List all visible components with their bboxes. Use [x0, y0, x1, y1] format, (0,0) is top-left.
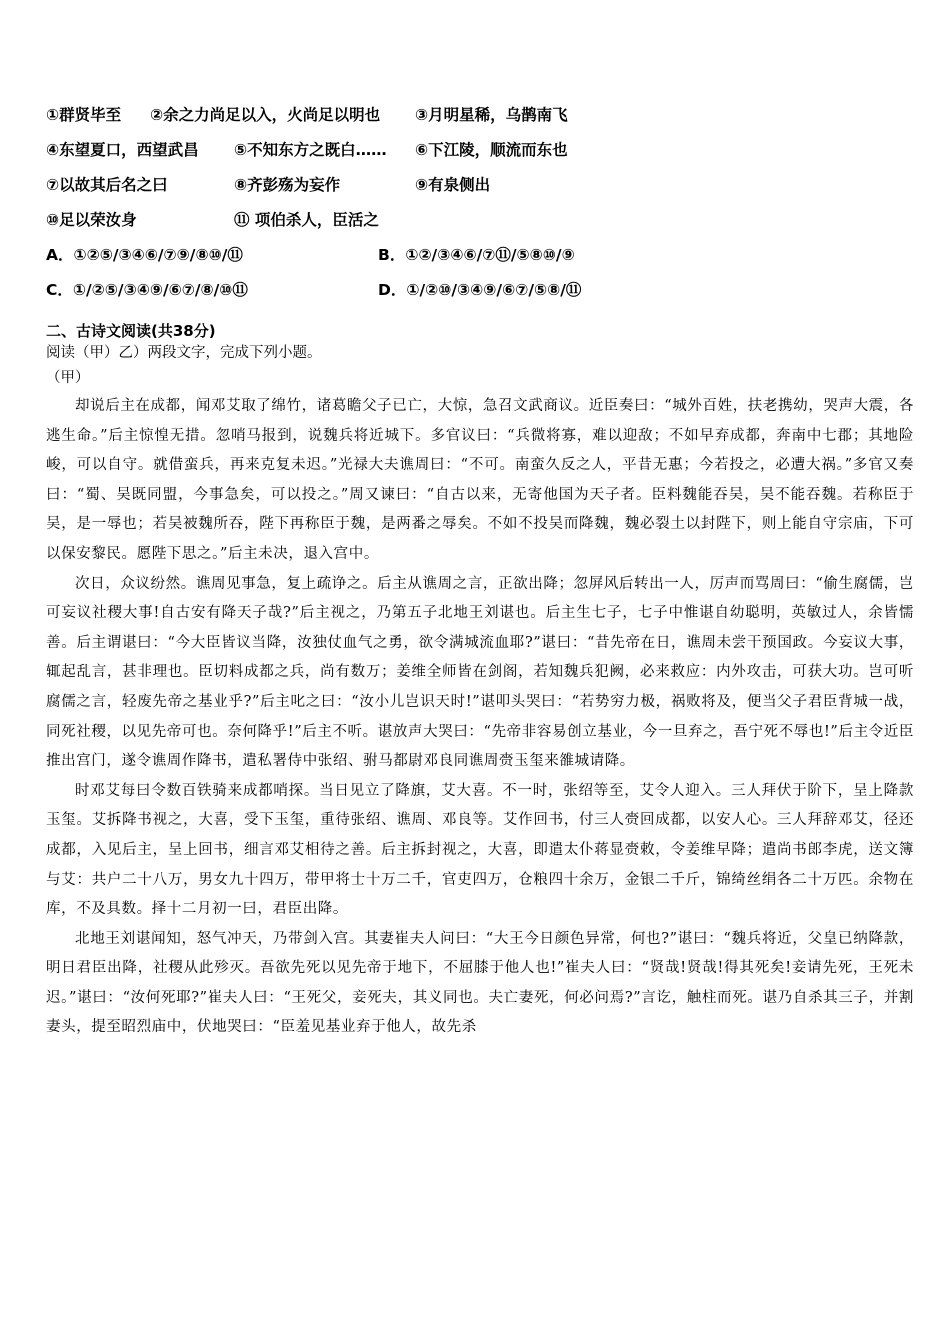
choice-c[interactable]: C．①/②⑤/③④⑨/⑥⑦/⑧/⑩⑪ — [46, 281, 248, 299]
options-row-4 — [46, 203, 914, 238]
options-row-2 — [46, 133, 914, 168]
choices-row-2 — [46, 273, 914, 308]
option-5: ⑤不知东方之既白…… — [234, 141, 387, 159]
option-2: ②余之力尚足以入，火尚足以明也 — [150, 106, 381, 124]
options-row-1 — [46, 98, 914, 133]
option-1: ①群贤毕至 — [46, 106, 122, 124]
choice-a[interactable]: A．①②⑤/③④⑥/⑦⑨/⑧⑩/⑪ — [46, 246, 243, 264]
paragraph-3: 时邓艾每曰令数百铁骑来成都哨探。当日见立了降旗，艾大喜。不一时，张绍等至，艾令人迎入。三人拜伏于阶下，呈上降款玉玺。艾拆降书视之，大喜，受下玉玺，重待张绍、谯周、邓良等。艾作回书，付三人赍回成都，以安人心。三人拜辞邓艾，径还成都，入见后主，呈上回书，细言邓艾相待之善。后主拆封视之，大喜，即遣太仆蒋显赍敕，令姜维早降；遣尚书郎李虎，送文簿与艾：共户二十八万，男女九十四万，带甲将士十万二千，官吏四万，仓粮四十余万，金银二千斤，锦绮丝绢各二十万匹。余物在库，不及具数。择十二月初一曰，君臣出降。 — [46, 782, 914, 918]
reading-instruction: 阅读（甲）乙）两段文字，完成下列小题。 — [46, 345, 322, 361]
options-row-3 — [46, 168, 914, 203]
option-7: ⑦以故其后名之曰 — [46, 176, 168, 194]
paragraph-4: 北地王刘谌闻知，怒气冲天，乃带剑入宫。其妻崔夫人问曰：“大王今日颜色异常，何也?”谌曰：“魏兵将近，父皇已纳降款，明日君臣出降，社稷从此殄灭。吾欲先死以见先帝于地下，不屈膝于他人也!”崔夫人曰：“贤哉!贤哉!得其死矣!妾请先死，王死未迟。”谌曰：“汝何死耶?”崔夫人曰：“王死父，妾死夫，其义同也。夫亡妻死，何必问焉?”言讫，触柱而死。谌乃自杀其三子，并割妻头，提至昭烈庙中，伏地哭曰：“臣羞见基业弃于他人，故先杀 — [46, 930, 914, 1036]
section-title: 二、古诗文阅读(共38分) — [46, 322, 216, 340]
option-10: ⑩足以荣汝身 — [46, 211, 137, 229]
option-3: ③月明星稀，乌鹊南飞 — [415, 106, 568, 124]
passage-label: （甲） — [46, 370, 90, 386]
document-page — [46, 98, 914, 1043]
option-4: ④东望夏口，西望武昌 — [46, 141, 199, 159]
paragraph-2: 次日，众议纷然。谯周见事急，复上疏诤之。后主从谯周之言，正欲出降；忽屏风后转出一人，厉声而骂周曰：“偷生腐儒，岂可妄议社稷大事!自古安有降天子哉?”后主视之，乃第五子北地王刘谌也。后主生七子，七子中惟谌自幼聪明，英敏过人，余皆懦善。后主谓谌曰：“今大臣皆议当降，汝独仗血气之勇，欲令满城流血耶?”谌曰：“昔先帝在日，谯周未尝干预国政。今妄议大事，辄起乱言，甚非理也。臣切料成都之兵，尚有数万；姜维全师皆在剑阁，若知魏兵犯阙，必来救应：内外攻击，可获大功。岂可听腐儒之言，轻废先帝之基业乎?”后主叱之曰：“汝小儿岂识天时!”谌叩头哭曰：“若势穷力极，祸败将及，便当父子君臣背城一战，同死社稷，以见先帝可也。奈何降乎!”后主不听。谌放声大哭曰：“先帝非容易创立基业，今一旦弃之，吾宁死不辱也!”后主令近臣推出宫门，遂令谯周作降书，遣私署侍中张绍、驸马都尉邓良同谯周赍玉玺来雒城请降。 — [46, 575, 914, 770]
option-9: ⑨有泉侧出 — [415, 176, 491, 194]
paragraph-1: 却说后主在成都，闻邓艾取了绵竹，诸葛瞻父子已亡，大惊，急召文武商议。近臣奏曰：“城外百姓，扶老携幼，哭声大震，各逃生命。”后主惊惶无措。忽哨马报到，说魏兵将近城下。多官议曰：“兵微将寡，难以迎敌；不如早弃成都，奔南中七郡；其地险峻，可以自守。就借蛮兵，再来克复未迟。”光禄大夫谯周曰：“不可。南蛮久反之人，平昔无惠；今若投之，必遭大祸。”多官又奏曰：“蜀、吴既同盟，今事急矣，可以投之。”周又谏曰：“自古以来，无寄他国为天子者。臣料魏能吞吴，吴不能吞魏。若称臣于吴，是一辱也；若吴被魏所吞，陛下再称臣于魏，是两番之辱矣。不如不投吴而降魏，魏必裂土以封陛下，则上能自守宗庙，下可以保安黎民。愿陛下思之。”后主未决，退入宫中。 — [46, 398, 914, 562]
option-11: ⑪ 项伯杀人，臣活之 — [234, 211, 379, 229]
choices-row-1 — [46, 238, 914, 273]
option-6: ⑥下江陵，顺流而东也 — [415, 141, 568, 159]
option-8: ⑧齐彭殇为妄作 — [234, 176, 341, 194]
choice-d[interactable]: D．①/②⑩/③④⑨/⑥⑦/⑤⑧/⑪ — [378, 281, 582, 299]
choice-b[interactable]: B．①②/③④⑥/⑦⑪/⑤⑧⑩/⑨ — [378, 246, 575, 264]
